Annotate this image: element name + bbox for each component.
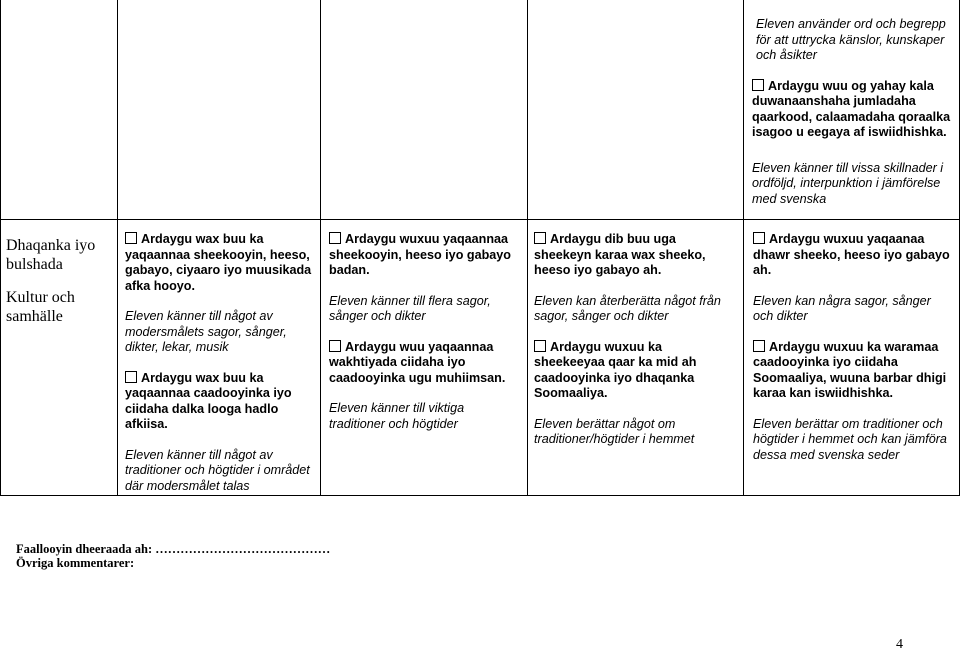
comments-label-somali: Faallooyin dheeraada ah: …………………………………… (16, 542, 331, 556)
criterion-swedish: Eleven berättar om traditioner och högtider i hemmet och kan jämföra dessa med svenska seder (753, 416, 947, 462)
row-label-somali: Dhaqanka iyo bulshada (6, 237, 96, 273)
criterion-text: Ardaygu wax buu ka yaqaannaa sheekooyin, heeso, gabayo, ciyaaro iyo muusikada afka hooyo. (125, 232, 312, 293)
row-label (6, 236, 112, 340)
top-swedish-text-2: Eleven känner till vissa skillnader i ordföljd, interpunktion i jämförelse med svenska (752, 160, 944, 206)
row-label-swedish: Kultur och samhälle (6, 289, 75, 325)
criterion-text: Ardaygu wuu yaqaannaa wakhtiyada ciidaha iyo caadooyinka ugu muhiimsan. (329, 339, 506, 385)
criterion-somali (753, 232, 953, 279)
checkbox-icon[interactable] (534, 340, 546, 352)
page-number: 4 (896, 637, 903, 652)
comments-label-swedish: Övriga kommentarer: (16, 556, 135, 570)
checkbox-icon[interactable] (753, 232, 765, 244)
criterion-text: Ardaygu wuxuu ka waramaa caadooyinka iyo ciidaha Soomaaliya, wuuna barbar dhigi karaa kan iswiidhishka. (753, 339, 947, 400)
table-divider-3 (527, 0, 528, 496)
criterion-somali (329, 340, 521, 387)
comments-section (16, 542, 330, 570)
criterion-text: Ardaygu wuxuu yaqaanaa dhawr sheeko, heeso iyo gabayo ah. (753, 232, 950, 277)
top-right-cell (752, 17, 952, 207)
criterion-somali (329, 232, 521, 279)
table-row-divider (0, 219, 960, 220)
criterion-text: Ardaygu wax buu ka yaqaannaa caadooyinka iyo ciidaha dalka looga hadlo afkiisa. (125, 370, 292, 431)
checkbox-icon[interactable] (534, 232, 546, 244)
checkbox-icon[interactable] (753, 340, 765, 352)
criterion-text: Ardaygu wuxuu yaqaannaa sheekooyin, heeso iyo gabayo badan. (329, 232, 511, 277)
top-somali-text: Ardaygu wuu og yahay kala duwanaanshaha jumladaha qaarkood, calaamadaha qoraalka isagoo u eegaya af iswiidhishka. (752, 78, 951, 139)
criterion-swedish: Eleven kan återberätta något från sagor, sånger och dikter (534, 293, 721, 323)
criteria-cell-3 (534, 232, 734, 448)
criteria-cell-2 (329, 232, 521, 432)
top-somali-criterion (752, 79, 952, 141)
criterion-swedish: Eleven känner till något av traditioner och högtider i området där modersmålet talas (125, 447, 310, 493)
criterion-somali (534, 232, 734, 279)
criterion-somali (534, 340, 734, 402)
criterion-swedish: Eleven känner till flera sagor, sånger och dikter (329, 293, 491, 323)
checkbox-icon[interactable] (125, 232, 137, 244)
top-swedish-text-1: Eleven använder ord och begrepp för att uttrycka känslor, kunskaper och åsikter (756, 17, 946, 62)
checkbox-icon[interactable] (329, 232, 341, 244)
criterion-text: Ardaygu dib buu uga sheekeyn karaa wax sheeko, heeso iyo gabayo ah. (534, 232, 706, 277)
table-border-left (0, 0, 1, 496)
criterion-swedish: Eleven kan några sagor, sånger och dikter (753, 293, 931, 323)
criterion-somali (125, 232, 313, 294)
table-divider-4 (743, 0, 744, 496)
table-divider-2 (320, 0, 321, 496)
checkbox-icon[interactable] (329, 340, 341, 352)
criterion-swedish: Eleven känner till något av modersmålets sagor, sånger, dikter, lekar, musik (125, 309, 287, 354)
table-border-bottom (0, 495, 960, 496)
criterion-somali (125, 371, 313, 433)
table-divider-1 (117, 0, 118, 496)
criterion-swedish: Eleven känner till viktiga traditioner och högtider (329, 401, 465, 431)
criterion-text: Ardaygu wuxuu ka sheekeeyaa qaar ka mid ah caadooyinka iyo dhaqanka Soomaaliya. (534, 339, 697, 400)
criteria-cell-4 (753, 232, 953, 463)
checkbox-icon[interactable] (125, 371, 137, 383)
checkbox-icon[interactable] (752, 79, 764, 91)
criterion-somali (753, 340, 953, 402)
criteria-cell-1 (125, 232, 313, 494)
criterion-swedish: Eleven berättar något om traditioner/högtider i hemmet (534, 416, 695, 446)
